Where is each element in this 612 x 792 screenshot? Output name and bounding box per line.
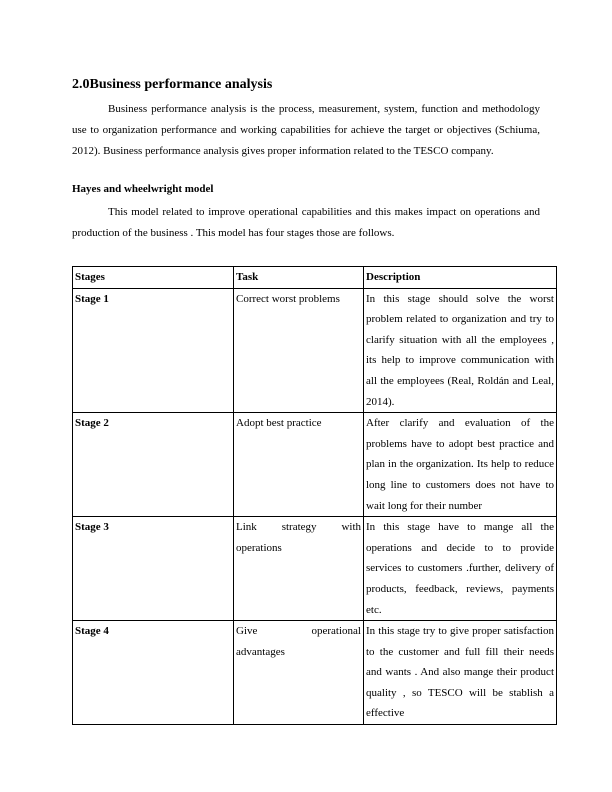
task-cell: Correct worst problems xyxy=(234,288,364,413)
description-cell: After clarify and evaluation of the problems have to adopt best practice and plan in the organization. Its help to reduce long line to customers does not have to wait long for their number xyxy=(364,413,557,517)
table-row xyxy=(73,517,557,621)
stage-cell: Stage 4 xyxy=(73,621,234,725)
intro-paragraph: Business performance analysis is the process, measurement, system, function and methodology use to organization performance and working capabilities for achieve the target or objectives (Schiuma, 2012). Business performance analysis gives proper information related to the TESCO company. xyxy=(72,103,540,157)
model-subheading: Hayes and wheelwright model xyxy=(72,183,214,195)
table-row xyxy=(73,413,557,517)
task-cell: Link strategy with operations xyxy=(234,517,364,621)
task-cell: Adopt best practice xyxy=(234,413,364,517)
stages-table xyxy=(72,266,557,725)
header-stages: Stages xyxy=(73,267,234,289)
stage-cell: Stage 2 xyxy=(73,413,234,517)
stage-cell: Stage 3 xyxy=(73,517,234,621)
section-heading: 2.0Business performance analysis xyxy=(72,77,273,92)
description-cell: In this stage should solve the worst problem related to organization and try to clarify situation with all the employees , its help to improve communication with all the employees (Real, Roldán and Leal, 2014). xyxy=(364,288,557,413)
model-paragraph: This model related to improve operational capabilities and this makes impact on operations and production of the business . This model has four stages those are follows. xyxy=(72,206,540,239)
description-cell: In this stage have to mange all the operations and decide to to provide services to customers .further, delivery of products, feedback, reviews, payments etc. xyxy=(364,517,557,621)
description-cell: In this stage try to give proper satisfaction to the customer and full fill their needs and wants . And also mange their product quality , so TESCO will be stablish a effective xyxy=(364,621,557,725)
stage-cell: Stage 1 xyxy=(73,288,234,413)
task-cell: Give operational advantages xyxy=(234,621,364,725)
header-description: Description xyxy=(364,267,557,289)
header-task: Task xyxy=(234,267,364,289)
table-header-row xyxy=(73,267,557,289)
table-row xyxy=(73,288,557,413)
table-row xyxy=(73,621,557,725)
